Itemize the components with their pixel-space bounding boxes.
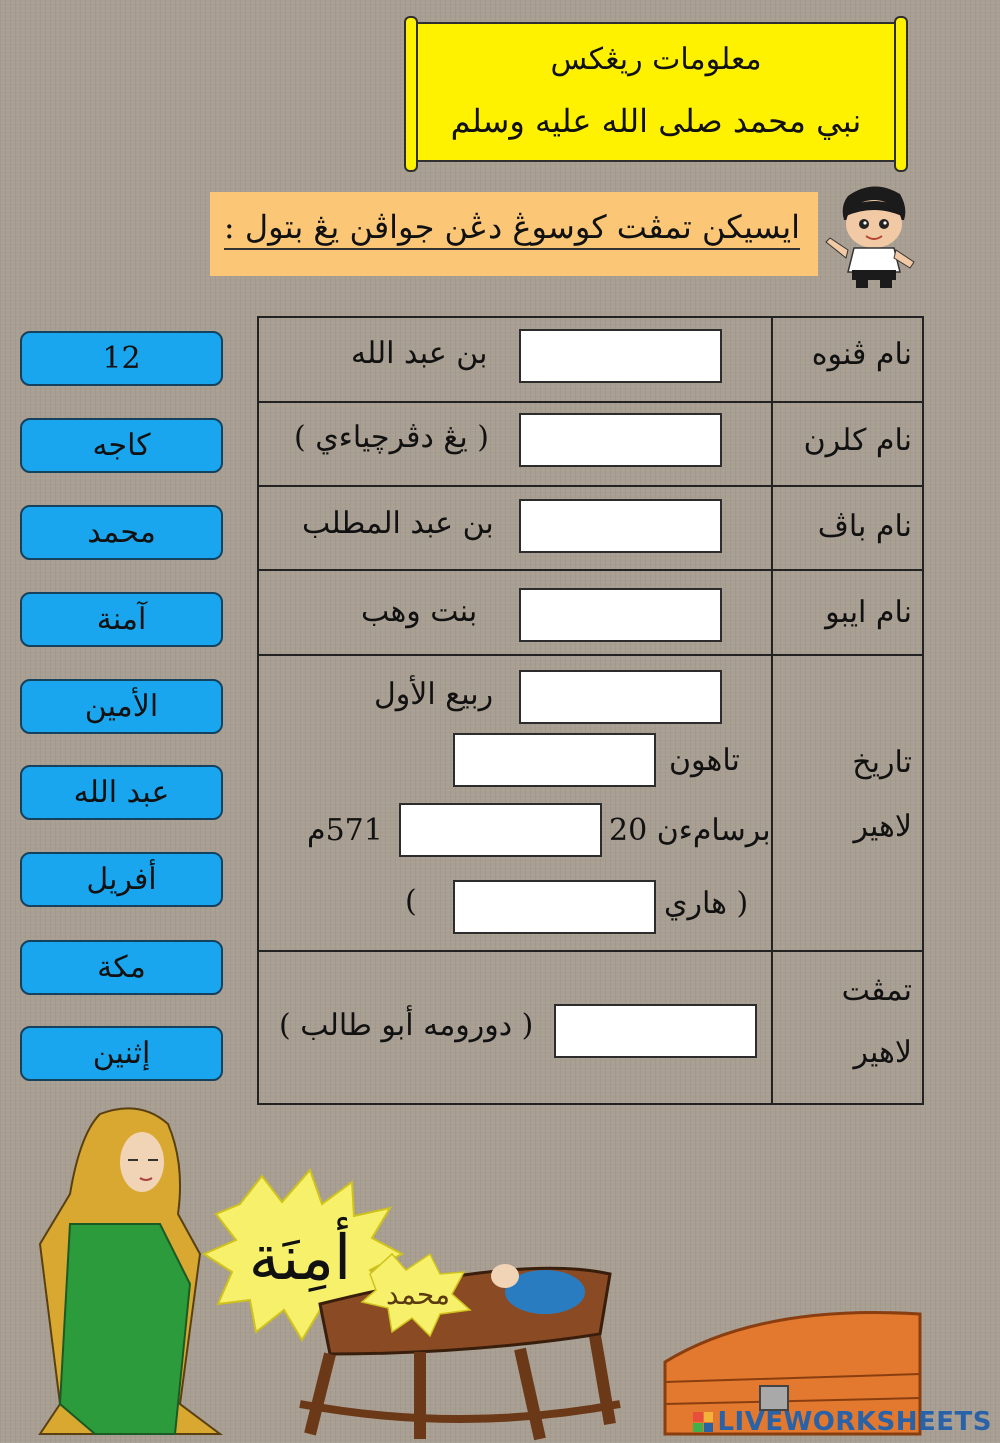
answer-box-nickname[interactable]	[519, 413, 722, 467]
text-571-ad: 571م	[307, 813, 383, 848]
text-bin-abdullah: بن عبد الله	[351, 336, 488, 371]
instruction-text: ايسيكن تمڤت كوسوڠ دڠن جواڤن يڠ بتول :	[224, 208, 800, 250]
word-chip-muhammad[interactable]: محمد	[20, 505, 223, 560]
table-row-divider	[259, 401, 922, 403]
answer-box-birth-place[interactable]	[554, 1004, 757, 1058]
brand-text: LIVEWORKSHEETS	[717, 1407, 992, 1437]
table-row-divider	[259, 485, 922, 487]
liveworksheets-brand	[693, 1407, 992, 1437]
label-birth-date-1: تاريخ	[852, 745, 912, 780]
text-binti-wahab: بنت وهب	[361, 594, 478, 629]
label-birth-place-2: لاهير	[853, 1035, 912, 1070]
baby-tag-muhammad: محمد	[386, 1278, 450, 1311]
text-bin-abdul-muttalib: بن عبد المطلب	[302, 506, 494, 541]
word-chip-12[interactable]: 12	[20, 331, 223, 386]
word-chip-al-amin[interactable]: الأمين	[20, 679, 223, 734]
word-chip-abdullah[interactable]: عبد الله	[20, 765, 223, 820]
label-full-name: نام ڤنوه	[811, 337, 912, 372]
answer-box-father-name[interactable]	[519, 499, 722, 553]
table-row-divider	[259, 654, 922, 656]
text-year-label: تاهون	[669, 743, 740, 778]
title-line-1: معلومات ريڠكس	[550, 42, 762, 77]
word-chip-makkah[interactable]: مكة	[20, 940, 223, 995]
answer-box-full-name[interactable]	[519, 329, 722, 383]
label-nickname: نام كلرن	[803, 423, 912, 458]
liveworksheets-logo-icon	[693, 1412, 713, 1432]
instruction-banner	[210, 192, 818, 276]
text-trusted: ( يڠ دڤرچياءي )	[294, 420, 489, 455]
answer-box-birth-day[interactable]	[519, 670, 722, 724]
word-chip-isnin[interactable]: إثنين	[20, 1026, 223, 1081]
answer-box-birth-weekday[interactable]	[453, 880, 656, 934]
label-father-name: نام باڤ	[817, 509, 912, 544]
title-scroll	[410, 22, 902, 162]
label-mother-name: نام ايبو	[825, 595, 912, 630]
text-rabiul-awal: ربيع الأول	[374, 677, 494, 712]
label-birth-place-1: تمڤت	[841, 973, 912, 1008]
word-chip-kajah[interactable]: كاجه	[20, 418, 223, 473]
word-chip-april[interactable]: أفريل	[20, 852, 223, 907]
word-chip-aminah[interactable]: آمنة	[20, 592, 223, 647]
label-birth-date-2: لاهير	[853, 809, 912, 844]
title-line-2: نبي محمد صلى الله عليه وسلم	[450, 102, 862, 140]
boy-illustration	[818, 178, 928, 290]
answer-box-mother-name[interactable]	[519, 588, 722, 642]
info-table	[257, 316, 924, 1105]
answer-box-coincide-month[interactable]	[399, 803, 602, 857]
text-day-close: )	[405, 884, 417, 919]
sign-aminah: أمِنَة	[248, 1221, 352, 1294]
table-row-divider	[259, 950, 922, 952]
text-day-label: ( هاري	[664, 886, 749, 921]
answer-box-birth-year[interactable]	[453, 733, 656, 787]
table-row-divider	[259, 569, 922, 571]
aminah-cradle-illustration	[0, 1104, 1000, 1443]
text-coincide-20: برسامءن 20	[609, 813, 771, 848]
text-abu-talib-house: ( دورومه أبو طالب )	[279, 1008, 534, 1043]
